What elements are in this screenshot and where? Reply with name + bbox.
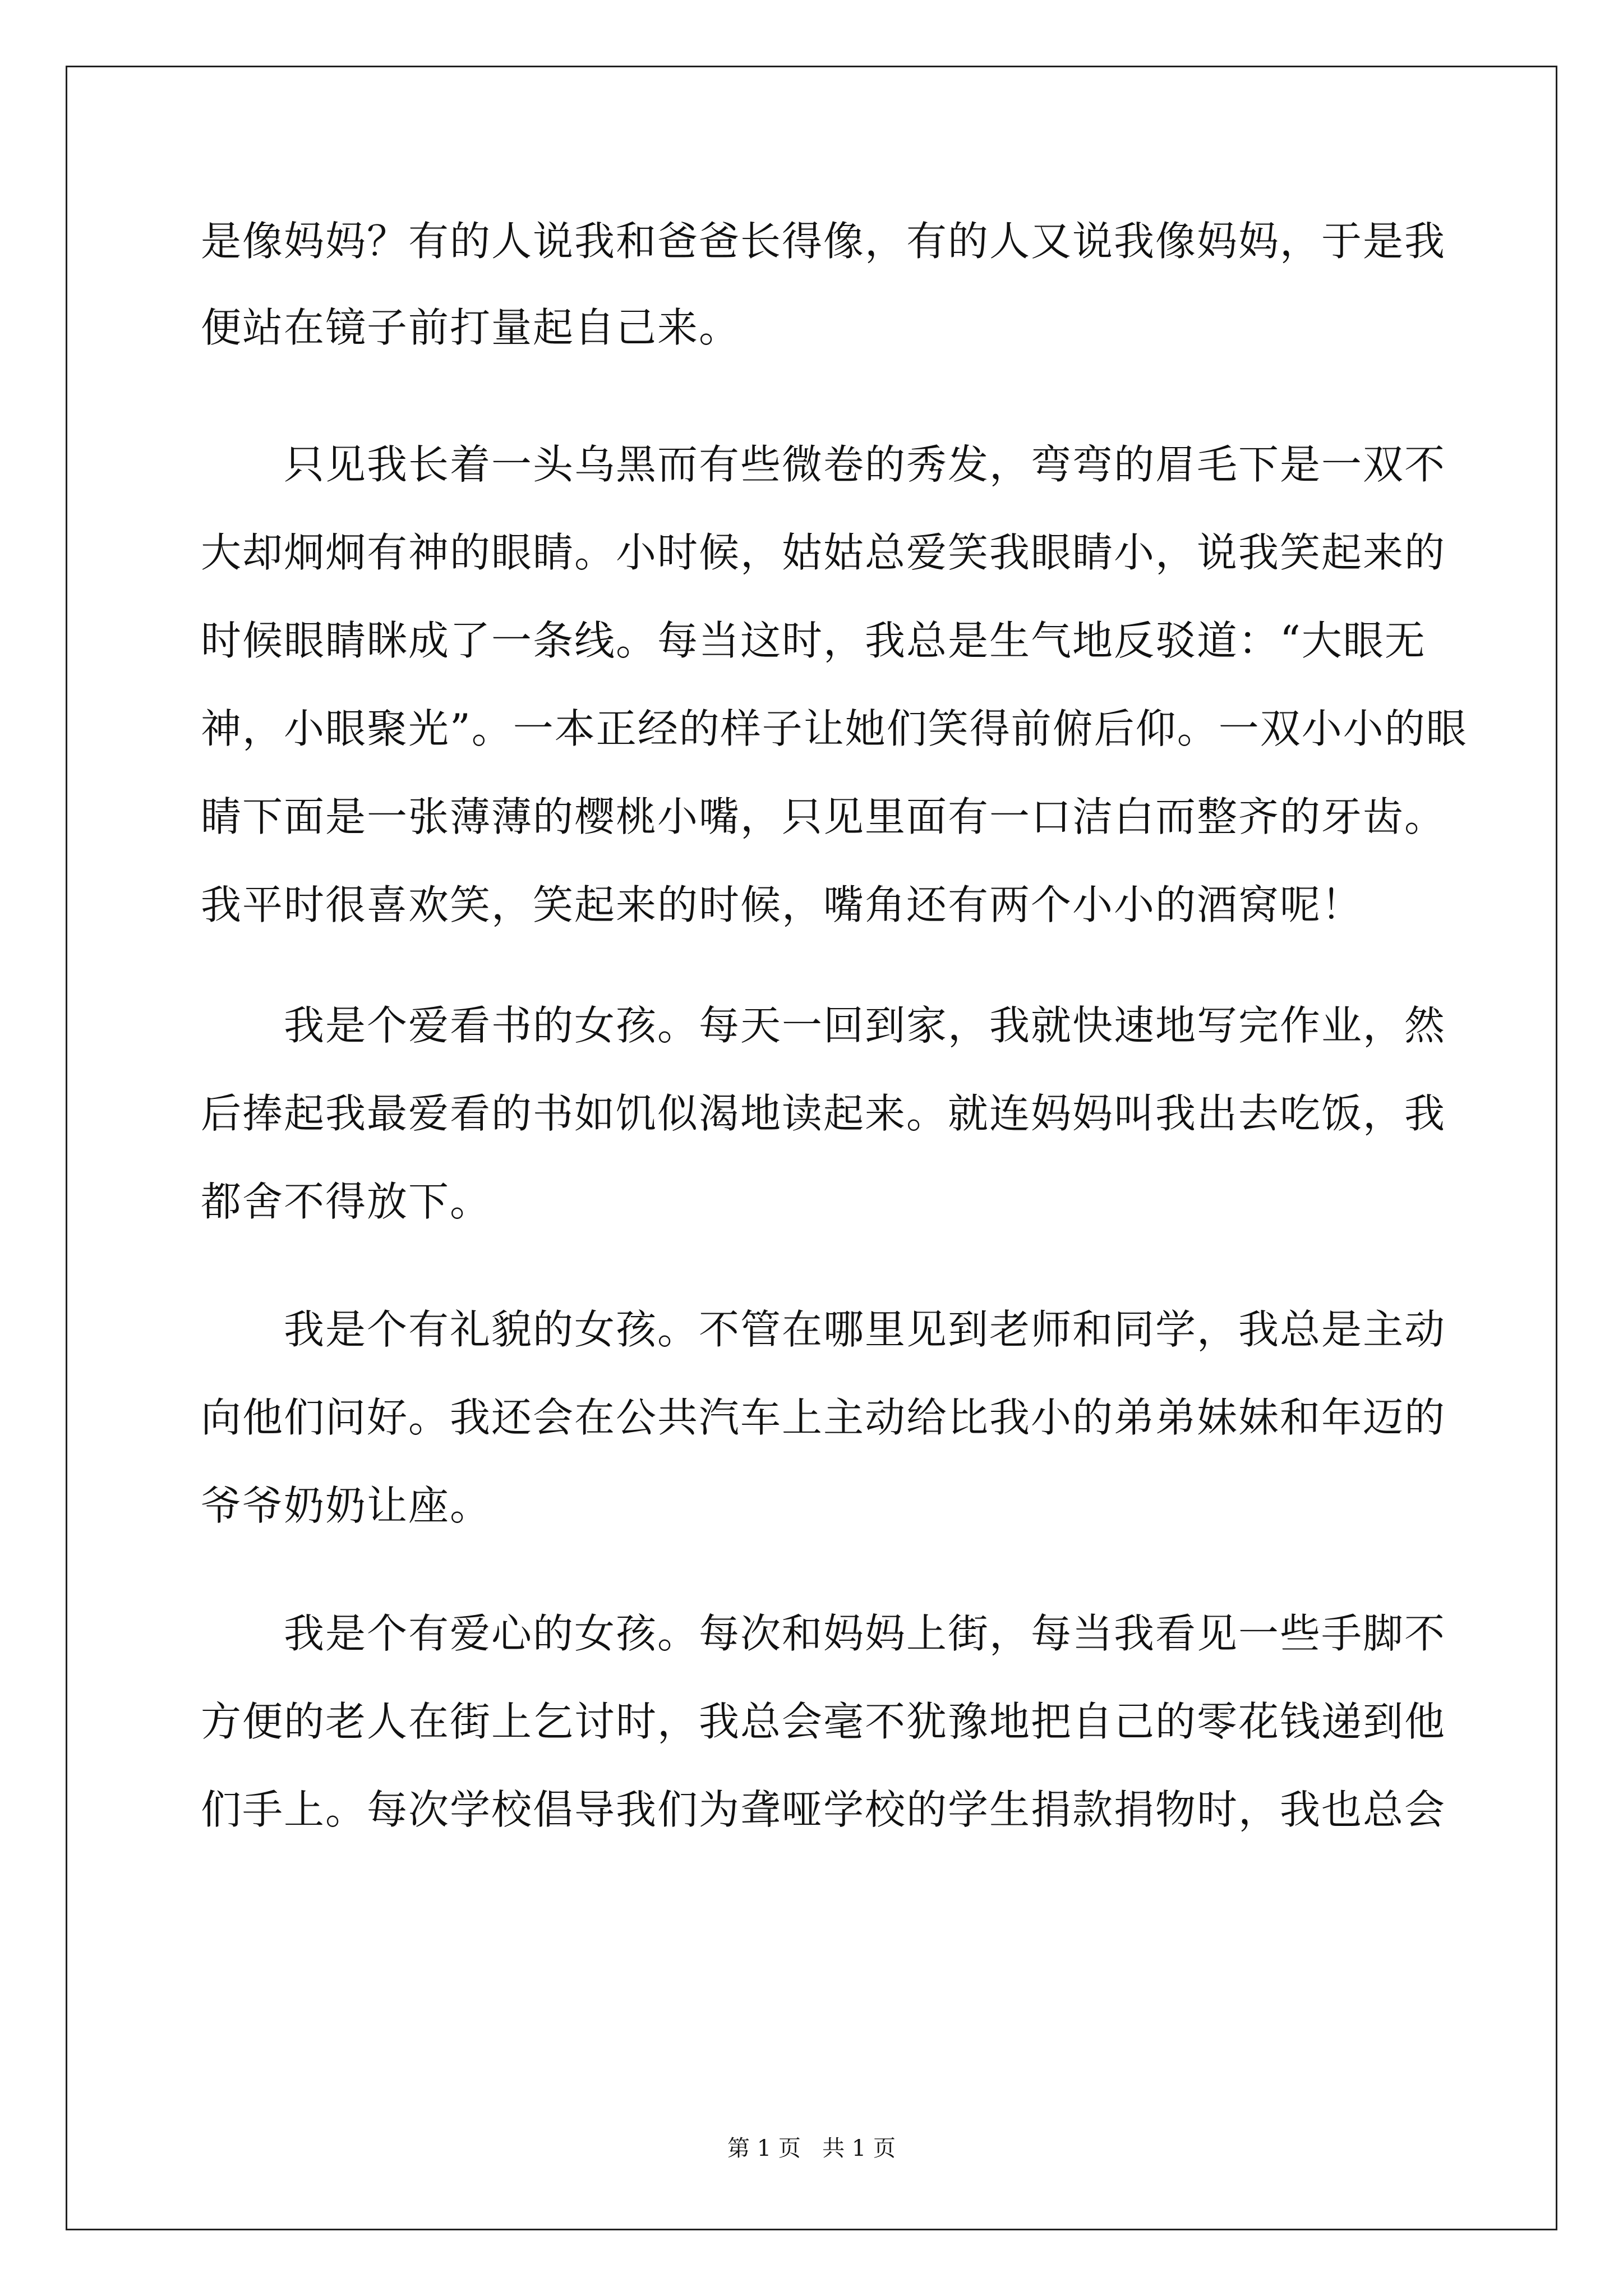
text-line: 睛下面是一张薄薄的樱桃小嘴，只见里面有一口洁白而整齐的牙齿。: [201, 793, 1446, 840]
text-line: 后捧起我最爱看的书如饥似渴地读起来。就连妈妈叫我出去吃饭，我: [201, 1090, 1446, 1137]
text-line: 便站在镜子前打量起自己来。: [201, 304, 741, 351]
paragraph-first-line: 我是个有礼貌的女孩。不管在哪里见到老师和同学，我总是主动: [284, 1306, 1446, 1353]
paragraph-first-line: 我是个爱看书的女孩。每天一回到家，我就快速地写完作业，然: [284, 1002, 1446, 1049]
text-line: 方便的老人在街上乞讨时，我总会毫不犹豫地把自己的零花钱递到他: [201, 1698, 1446, 1745]
page-frame: [66, 66, 1557, 2230]
text-line: 是像妈妈？有的人说我和爸爸长得像，有的人又说我像妈妈，于是我: [201, 218, 1446, 265]
text-line: 大却炯炯有神的眼睛。小时候，姑姑总爱笑我眼睛小，说我笑起来的: [201, 529, 1446, 576]
page-number-footer: 第 1 页 共 1 页: [727, 2136, 896, 2161]
text-line: 我平时很喜欢笑，笑起来的时候，嘴角还有两个小小的酒窝呢！: [201, 881, 1363, 928]
paragraph-first-line: 我是个有爱心的女孩。每次和妈妈上街，每当我看见一些手脚不: [284, 1610, 1446, 1657]
paragraph-first-line: 只见我长着一头乌黑而有些微卷的秀发，弯弯的眉毛下是一双不: [284, 441, 1446, 488]
text-line: 神，小眼聚光”。一本正经的样子让她们笑得前俯后仰。一双小小的眼: [201, 705, 1468, 752]
text-line: 们手上。每次学校倡导我们为聋哑学校的学生捐款捐物时，我也总会: [201, 1786, 1446, 1833]
text-line: 向他们问好。我还会在公共汽车上主动给比我小的弟弟妹妹和年迈的: [201, 1394, 1446, 1441]
text-line: 时候眼睛眯成了一条线。每当这时，我总是生气地反驳道：“大眼无: [201, 617, 1426, 664]
text-line: 爷爷奶奶让座。: [201, 1482, 492, 1529]
text-line: 都舍不得放下。: [201, 1178, 492, 1225]
